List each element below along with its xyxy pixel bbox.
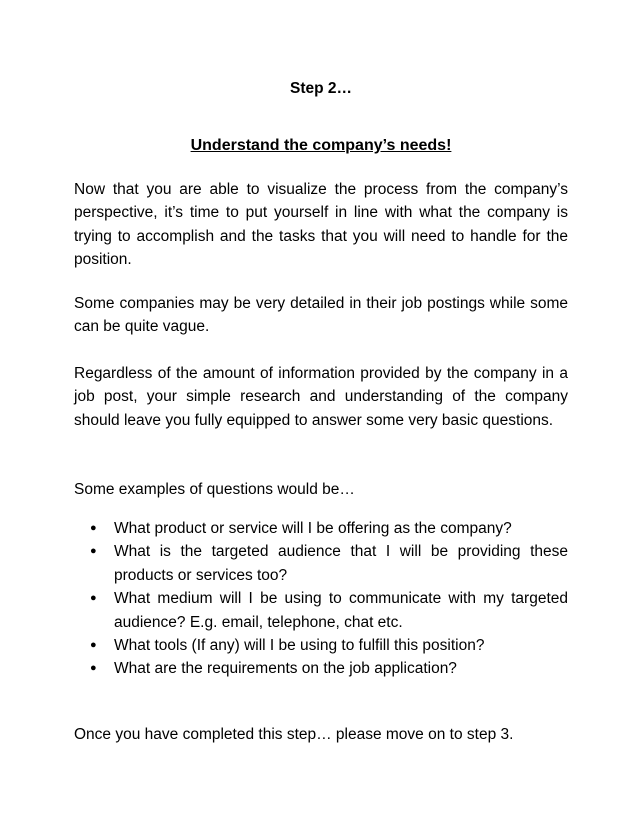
list-item xyxy=(74,587,568,634)
bullet-icon: ● xyxy=(90,522,97,534)
job-postings-paragraph: Some companies may be very detailed in their job postings while some can be quite vague. xyxy=(74,295,568,336)
question-text: What product or service will I be offering as the company? xyxy=(114,520,512,537)
question-text: What is the targeted audience that I will be providing these products or services too? xyxy=(114,543,568,584)
examples-lead-in: Some examples of questions would be… xyxy=(74,481,355,498)
question-text: What medium will I be using to communicate with my targeted audience? E.g. email, telephone, chat etc. xyxy=(114,590,568,631)
section-heading: Understand the company’s needs! xyxy=(190,137,452,154)
list-item xyxy=(74,517,568,540)
question-list xyxy=(74,517,568,681)
intro-paragraph: Now that you are able to visualize the process from the company’s perspective, it’s time to put yourself in line with what the company is trying to accomplish and the tasks that you will need to handle for the position. xyxy=(74,181,568,269)
research-paragraph: Regardless of the amount of information provided by the company in a job post, your simple research and understanding of the company should leave you fully equipped to answer some very basic questions. xyxy=(74,365,568,429)
closing-paragraph: Once you have completed this step… please move on to step 3. xyxy=(74,726,514,743)
bullet-icon: ● xyxy=(90,662,97,675)
list-item xyxy=(74,540,568,587)
bullet-icon: ● xyxy=(90,545,97,558)
question-text: What are the requirements on the job application? xyxy=(114,660,457,678)
step-title: Step 2… xyxy=(289,80,352,97)
list-item xyxy=(74,634,568,657)
bullet-icon: ● xyxy=(90,592,97,605)
list-item xyxy=(74,657,568,680)
question-text: What tools (If any) will I be using to fulfill this position? xyxy=(114,637,485,655)
bullet-icon: ● xyxy=(90,639,97,652)
